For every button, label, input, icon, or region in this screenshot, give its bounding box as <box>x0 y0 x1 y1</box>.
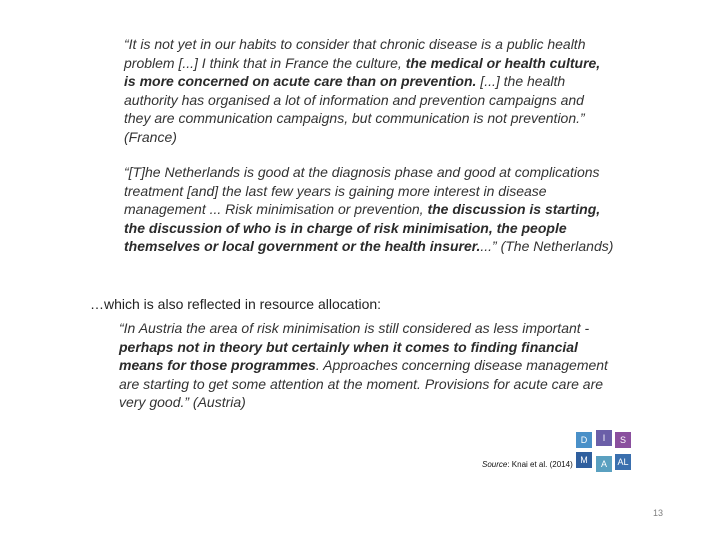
source-citation <box>482 460 573 469</box>
quote-france-pre: “It is not yet in our habits to consider that chronic disease is a public health problem [...] I think that in France the culture, <box>124 36 586 71</box>
quote-austria <box>119 319 619 412</box>
source-text: : Knai et al. (2014) <box>507 460 573 469</box>
quote-france-post: [...] the health authority has organised a lot of information and prevention campaigns and they are communication campaigns, but communication is not prevention.” (France) <box>124 73 585 145</box>
quote-france-emphasis: the medical or health culture, is more concerned on acute care than on prevention. <box>124 54 601 89</box>
resource-allocation-intro: …which is also reflected in resource allocation: <box>90 296 382 312</box>
quote-netherlands <box>124 163 614 256</box>
quote-austria-post: . Approaches concerning disease management are starting to get some attention at the moment. Provisions for acute care are very good.” (Austria) <box>119 357 608 410</box>
logo-letter-a: A <box>600 459 608 469</box>
project-logo <box>575 430 633 476</box>
logo-letter-i: I <box>602 433 606 443</box>
source-label: Source <box>482 460 508 469</box>
logo-letter-s: S <box>619 435 627 445</box>
logo-letter-m: M <box>580 455 588 465</box>
quote-netherlands-emphasis: the discussion is starting, the discussion of who is in charge of risk minimisation, the people themselves or local government or the health insurer. <box>124 201 601 254</box>
quote-austria-pre: “In Austria the area of risk minimisation is still considered as less important - <box>119 320 590 336</box>
quote-netherlands-pre: “[T]he Netherlands is good at the diagnosis phase and good at complications treatment [and] the last few years is gaining more interest in disease management ... Risk minimisation or prevention, <box>124 164 600 217</box>
logo-letter-d: D <box>580 435 588 445</box>
quote-netherlands-post: ...” (The Netherlands) <box>480 238 614 254</box>
quote-france <box>124 35 614 146</box>
logo-letter-al: AL <box>617 457 629 467</box>
page-number: 13 <box>653 508 664 518</box>
quote-austria-emphasis: perhaps not in theory but certainly when it comes to finding financial means for those programmes <box>119 338 578 373</box>
